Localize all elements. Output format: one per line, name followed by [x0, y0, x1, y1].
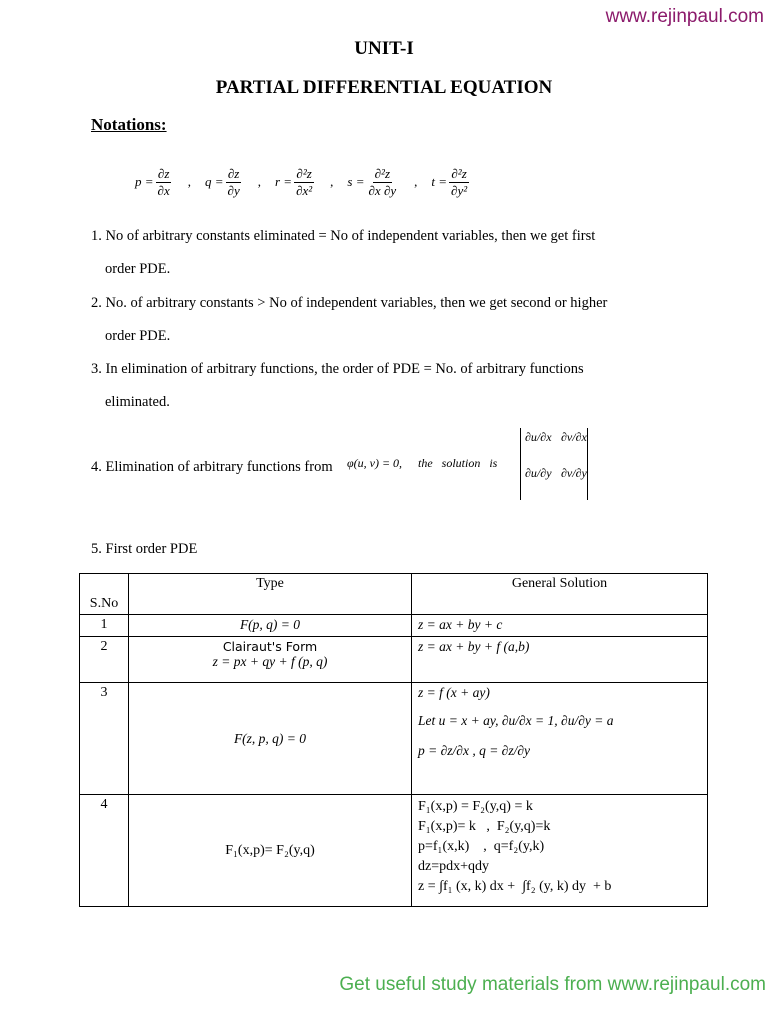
row-2-sno: 2 [80, 637, 129, 683]
notation-s-num: ∂²z [374, 165, 391, 181]
notation-p-num: ∂z [157, 165, 170, 181]
notation-q-den: ∂y [227, 182, 240, 198]
row-4-solution-line-3: p=f₁(x,k) , q=f₂(y,k) [418, 839, 545, 854]
point-5-text: 5. First order PDE [91, 541, 198, 557]
point-4-solution-words: the solution is [418, 456, 498, 470]
notation-q-lhs: q = [204, 174, 224, 189]
row-3-solution [412, 683, 708, 795]
row-1-solution: z = ax + by + c [412, 615, 708, 637]
det-dv-dy: ∂v/∂y [561, 466, 587, 480]
point-4-expr: φ(u, v) = 0, [347, 456, 403, 470]
row-4-sno: 4 [80, 795, 129, 907]
row-1-type: F(p, q) = 0 [129, 615, 412, 637]
row-2-type-line-1: Clairaut's Form [222, 639, 318, 654]
notation-r [275, 166, 316, 199]
notation-s-lhs: s = [347, 174, 365, 189]
notation-t-num: ∂²z [451, 165, 467, 181]
notation-t-den: ∂y² [451, 182, 468, 198]
unit-heading: UNIT-I [354, 38, 414, 59]
row-4-solution-line-1: F₁(x,p) = F₂(y,q) = k [418, 799, 533, 814]
point-4-text: 4. Elimination of arbitrary functions from [91, 459, 333, 475]
row-3-type: F(z, p, q) = 0 [129, 683, 412, 795]
table-row [80, 615, 708, 637]
determinant [520, 428, 588, 500]
row-4-type: F₁(x,p)= F₂(y,q) [129, 795, 412, 907]
header-url[interactable]: www.rejinpaul.com [605, 6, 764, 27]
row-1-sno: 1 [80, 615, 129, 637]
table-row [80, 683, 708, 795]
row-2-type [129, 637, 412, 683]
notation-formulas: p = $\frac{\partial z}{\partial x}$ , q = $\frac{\partial z}{\partial y}$ , r = $\frac{\text{∂²z}}{\text{∂x²}}$ , s = $\frac{\text{∂²z}}{\partial x \partial y}$ , t = $\frac{\text{∂²z}}{\text{∂y²}}$ [135, 152, 471, 212]
row-3-solution-line-3: p = ∂z/∂x , q = ∂z/∂y [418, 743, 531, 758]
row-3-solution-line-2: Let u = x + ay, ∂u/∂x = 1, ∂u/∂y = a [418, 713, 614, 728]
notation-s-den: ∂x ∂y [368, 182, 397, 198]
notation-r-num: ∂²z [296, 165, 312, 181]
det-du-dx: ∂u/∂x [525, 430, 552, 444]
point-3-line-2: eliminated. [105, 394, 170, 410]
first-order-pde-table [79, 573, 708, 907]
point-2-line-1: 2. No. of arbitrary constants > No of independent variables, then we get second or higher [91, 295, 608, 311]
row-4-solution-line-2: F₁(x,p)= k , F₂(y,q)=k [418, 819, 551, 834]
notation-t-lhs: t = [431, 174, 448, 189]
notations-heading: Notations: [91, 115, 167, 134]
footer-link[interactable]: Get useful study materials from www.rejinpaul.com [339, 974, 766, 995]
table-row [80, 795, 708, 907]
table-header-row [80, 574, 708, 615]
page-title: PARTIAL DIFFERENTIAL EQUATION [215, 77, 553, 98]
notation-q [205, 166, 244, 199]
row-4-solution-line-4: dz=pdx+qdy [418, 859, 490, 874]
det-du-dy: ∂u/∂y [525, 466, 552, 480]
table-row [80, 637, 708, 683]
row-3-solution-line-1: z = f (x + ay) [418, 685, 490, 700]
notation-s [347, 166, 400, 199]
row-4-solution-line-5: z = ∫f₁ (x, k) dx + ∫f₂ (y, k) dy + b [418, 879, 612, 894]
point-1-line-1: 1. No of arbitrary constants eliminated = No of independent variables, then we get first [91, 228, 596, 244]
header-sno: S.No [80, 574, 129, 615]
row-3-sno: 3 [80, 683, 129, 795]
row-2-solution: z = ax + by + f (a,b) [412, 637, 708, 683]
point-1-line-2: order PDE. [105, 261, 171, 277]
row-4-solution [412, 795, 708, 907]
point-2-line-2: order PDE. [105, 328, 171, 344]
det-dv-dx: ∂v/∂x [561, 430, 587, 444]
notation-r-lhs: r = [274, 174, 293, 189]
notation-p [135, 166, 174, 199]
notation-t [431, 166, 471, 199]
notation-q-num: ∂z [227, 165, 240, 181]
notation-p-den: ∂x [157, 182, 170, 198]
point-3-line-1: 3. In elimination of arbitrary functions, the order of PDE = No. of arbitrary functions [91, 361, 584, 377]
notation-p-lhs: p = [135, 174, 154, 189]
row-2-type-line-2: z = px + qy + f (p, q) [212, 654, 328, 669]
notation-r-den: ∂x² [296, 182, 313, 198]
header-type: Type [129, 574, 412, 615]
header-solution: General Solution [412, 574, 708, 615]
